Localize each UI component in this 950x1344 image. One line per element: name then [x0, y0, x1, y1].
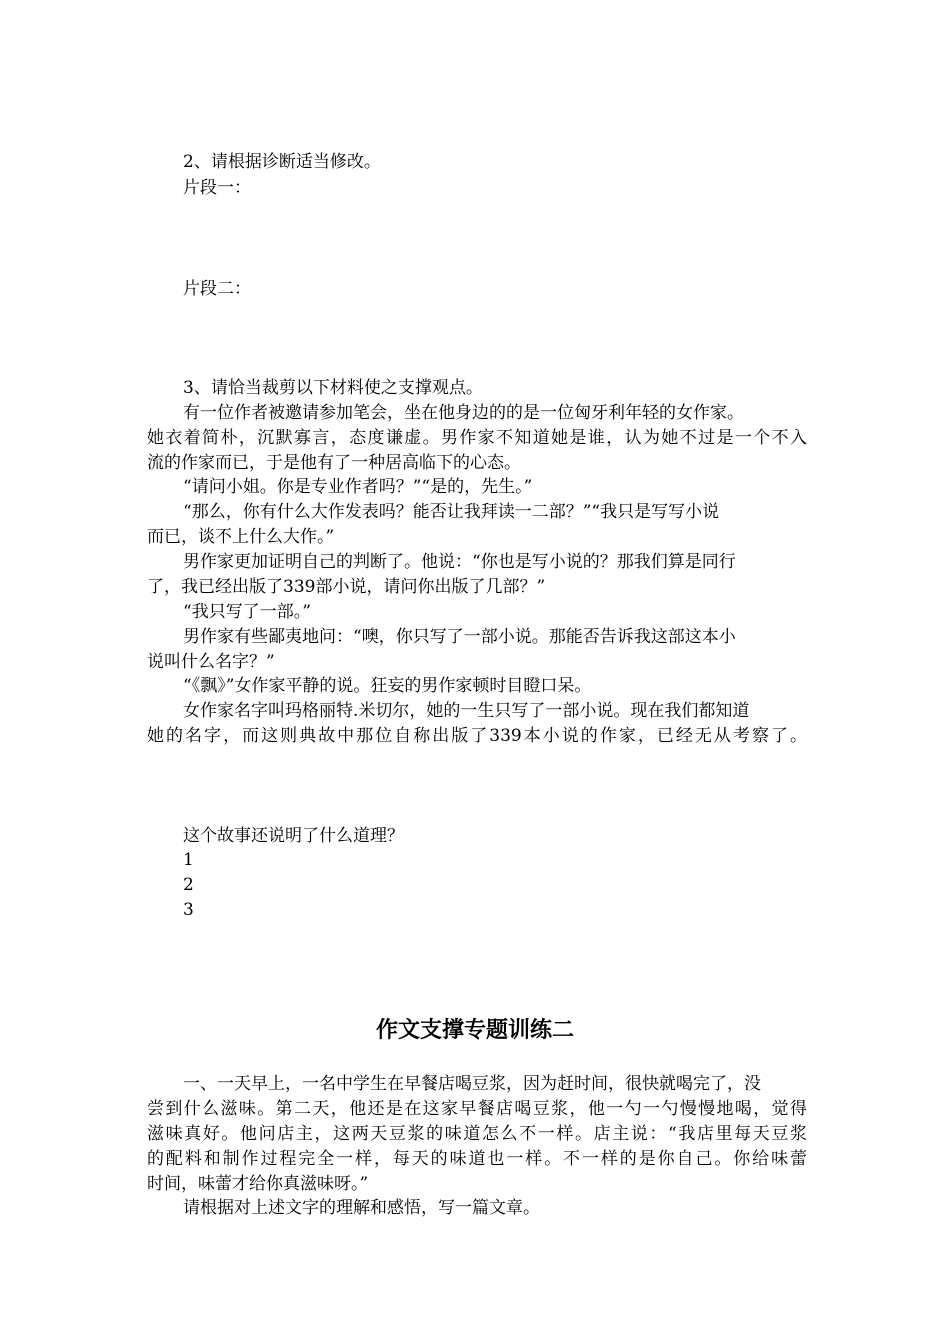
paragraph-line: 时间，味蕾才给你真滋味呀。”	[147, 1174, 369, 1194]
paragraph-line: 一、一天早上，一名中学生在早餐店喝豆浆，因为赶时间，很快就喝完了，没	[183, 1074, 761, 1094]
fragment2-label: 片段二：	[183, 279, 251, 299]
paragraph-line: 她的名字，而这则典故中那位自称出版了339本小说的作家，已经无从考察了。	[147, 726, 807, 746]
paragraph-line: 尝到什么滋味。第二天，他还是在这家早餐店喝豆浆，他一勺一勺慢慢地喝，觉得	[147, 1099, 807, 1119]
paragraph-line: “那么，你有什么大作发表吗？能否让我拜读一二部？”“我只是写写小说	[183, 502, 720, 522]
paragraph-line: 男作家有些鄙夷地问：“噢，你只写了一部小说。那能否告诉我这部这本小	[183, 627, 736, 647]
paragraph-line: 的配料和制作过程完全一样，每天的味道也一样。不一样的是你自己。你给味蕾	[147, 1149, 807, 1169]
answer-number: 1	[183, 850, 194, 870]
paragraph-line: 有一位作者被邀请参加笔会，坐在他身边的的是一位匈牙利年轻的女作家。	[183, 403, 744, 423]
section3-prompt: 3、请恰当裁剪以下材料使之支撑观点。	[183, 378, 483, 398]
paragraph-line: 男作家更加证明自己的判断了。他说：“你也是写小说的？那我们算是同行	[183, 552, 736, 572]
paragraph-line: 了，我已经出版了339部小说，请问你出版了几部？”	[147, 577, 546, 597]
paragraph-line: “《飘》”女作家平静的说。狂妄的男作家顿时目瞪口呆。	[183, 676, 592, 696]
fragment1-label: 片段一：	[183, 178, 251, 198]
answer-number: 2	[183, 875, 194, 895]
paragraph-line: “我只写了一部。”	[183, 602, 311, 622]
paragraph-line: 请根据对上述文字的理解和感悟，写一篇文章。	[183, 1198, 540, 1218]
paragraph-line: 说叫什么名字？”	[147, 652, 275, 672]
paragraph-line: 而已，谈不上什么大作。”	[147, 527, 335, 547]
paragraph-line: 流的作家而已，于是他有了一种居高临下的心态。	[147, 453, 521, 473]
paragraph-line: 她衣着简朴，沉默寡言，态度谦虚。男作家不知道她是谁，认为她不过是一个不入	[147, 428, 807, 448]
answer-number: 3	[183, 900, 194, 920]
paragraph-line: 滋味真好。他问店主，这两天豆浆的味道怎么不一样。店主说：“我店里每天豆浆	[147, 1124, 807, 1144]
question-text: 这个故事还说明了什么道理？	[183, 826, 404, 846]
paragraph-line: 女作家名字叫玛格丽特.米切尔，她的一生只写了一部小说。现在我们都知道	[183, 701, 750, 721]
paragraph-line: “请问小姐。你是专业作者吗？”“是的，先生。”	[183, 477, 533, 497]
page-title: 作文支撑专题训练二	[375, 1018, 574, 1043]
section2-prompt: 2、请根据诊断适当修改。	[183, 152, 381, 172]
